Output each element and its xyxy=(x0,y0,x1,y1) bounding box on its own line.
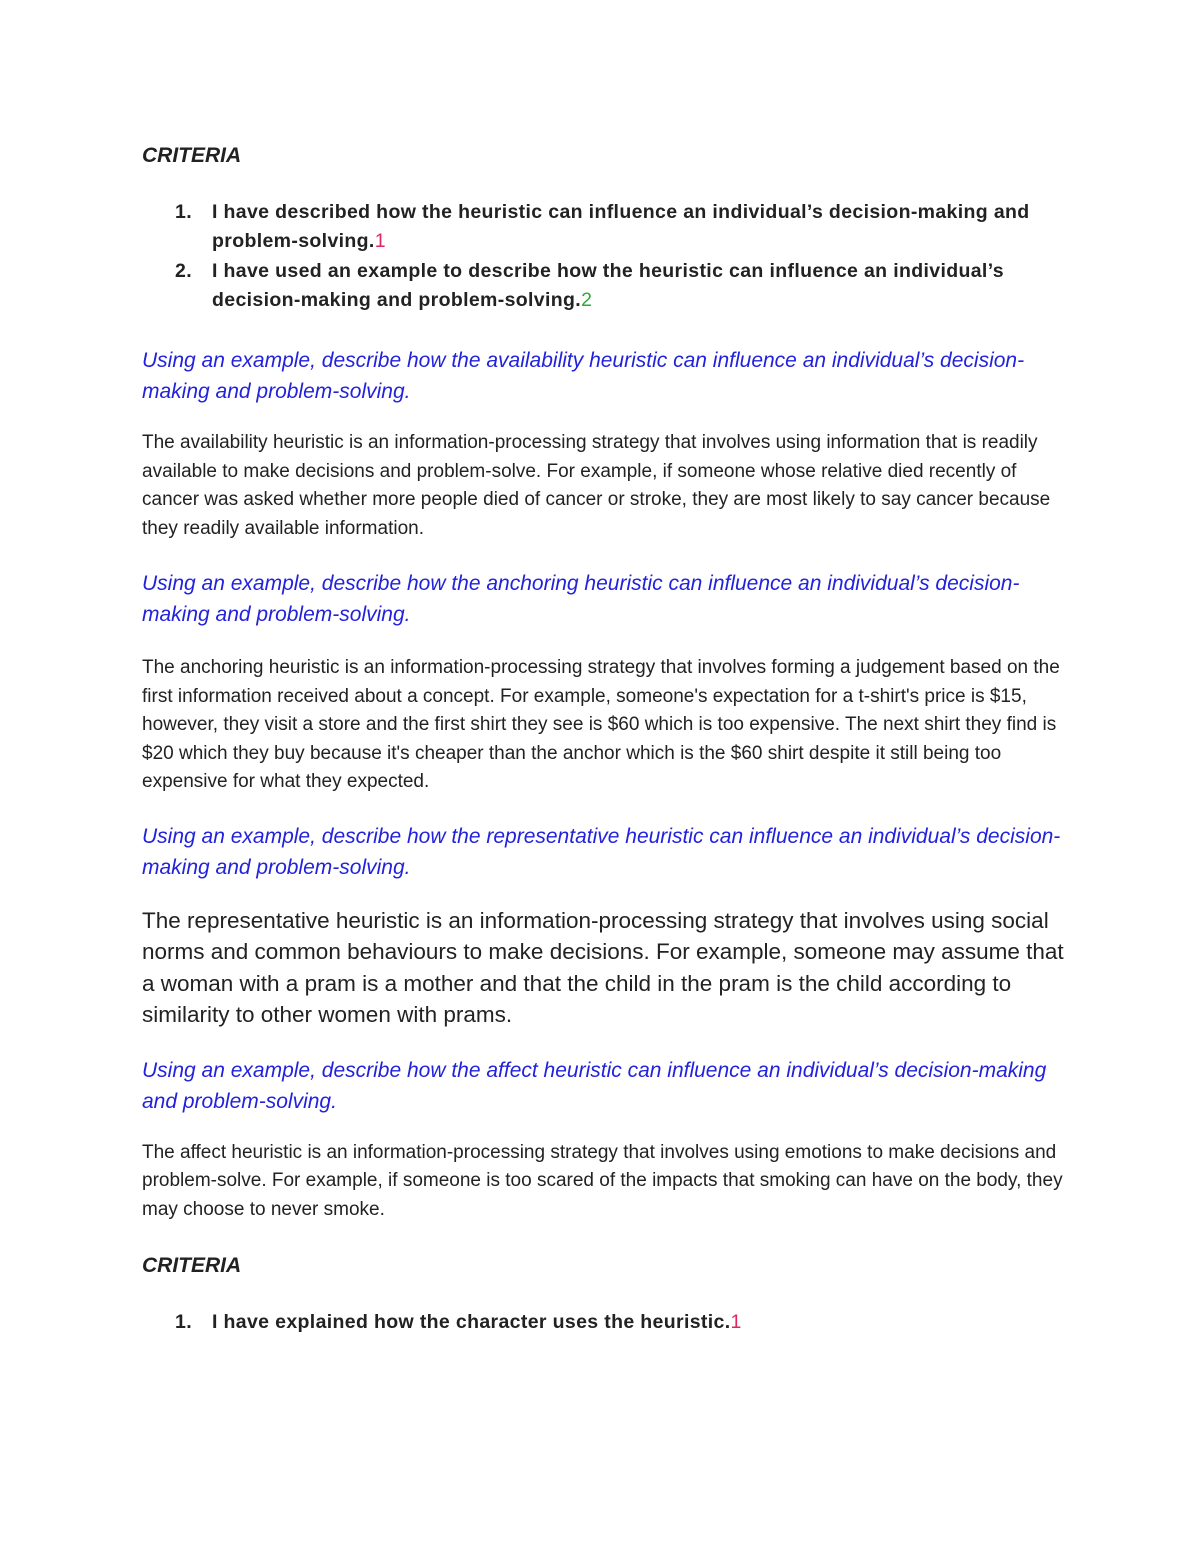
criteria-number: 1. xyxy=(175,1311,192,1333)
criteria-text: I have described how the heuristic can influence an individual’s decision-making and problem-solving. xyxy=(212,201,1030,252)
criteria-item xyxy=(142,198,1072,256)
criteria-text: I have used an example to describe how the heuristic can influence an individual’s decision-making and problem-solving. xyxy=(212,260,1004,311)
criteria-list xyxy=(142,198,1072,315)
criteria-mark: 1 xyxy=(374,230,386,252)
document-page xyxy=(142,140,1072,1337)
question-affect: Using an example, describe how the affect heuristic can influence an individual’s decision-making and problem-solving. xyxy=(142,1058,1047,1113)
question-representative: Using an example, describe how the representative heuristic can influence an individual’s decision-making and problem-solving. xyxy=(142,824,1061,879)
criteria-mark: 2 xyxy=(581,289,593,311)
criteria-item xyxy=(142,1308,1072,1337)
criteria-heading: CRITERIA xyxy=(142,144,242,167)
criteria-text: I have explained how the character uses the heuristic. xyxy=(212,1311,731,1333)
question-availability: Using an example, describe how the availability heuristic can influence an individual’s decision-making and problem-solving. xyxy=(142,349,1025,403)
criteria-list xyxy=(142,1308,1072,1337)
answer-affect: The affect heuristic is an information-processing strategy that involves using emotions to make decisions and problem-solve. For example, if someone is too scared of the impacts that smoking can have on the body, they may choose to never smoke. xyxy=(142,1141,1063,1220)
criteria-item xyxy=(142,257,1072,315)
criteria-mark: 1 xyxy=(730,1311,742,1333)
answer-representative: The representative heuristic is an information-processing strategy that involves using social norms and common behaviours to make decisions. For example, someone may assume that a woman with a pram is a mother and that the child in the pram is the child according to similarity to other women with prams. xyxy=(142,907,1064,1027)
criteria-heading: CRITERIA xyxy=(142,1254,242,1277)
criteria-number: 2. xyxy=(175,260,192,282)
answer-availability: The availability heuristic is an information-processing strategy that involves using information that is readily available to make decisions and problem-solve. For example, if someone whose relative died recently of cancer was asked whether more people died of cancer or stroke, they are most likely to say cancer because they readily available information. xyxy=(142,432,1051,539)
answer-anchoring: The anchoring heuristic is an information-processing strategy that involves forming a judgement based on the first information received about a concept. For example, someone's expectation for a t-shirt's price is $15, however, they visit a store and the first shirt they see is $60 which is too expensive. The next shirt they find is $20 which they buy because it's cheaper than the anchor which is the $60 shirt despite it still being too expensive for what they expected. xyxy=(142,657,1060,792)
question-anchoring: Using an example, describe how the anchoring heuristic can influence an individual’s decision-making and problem-solving. xyxy=(142,572,1020,626)
criteria-number: 1. xyxy=(175,201,192,223)
